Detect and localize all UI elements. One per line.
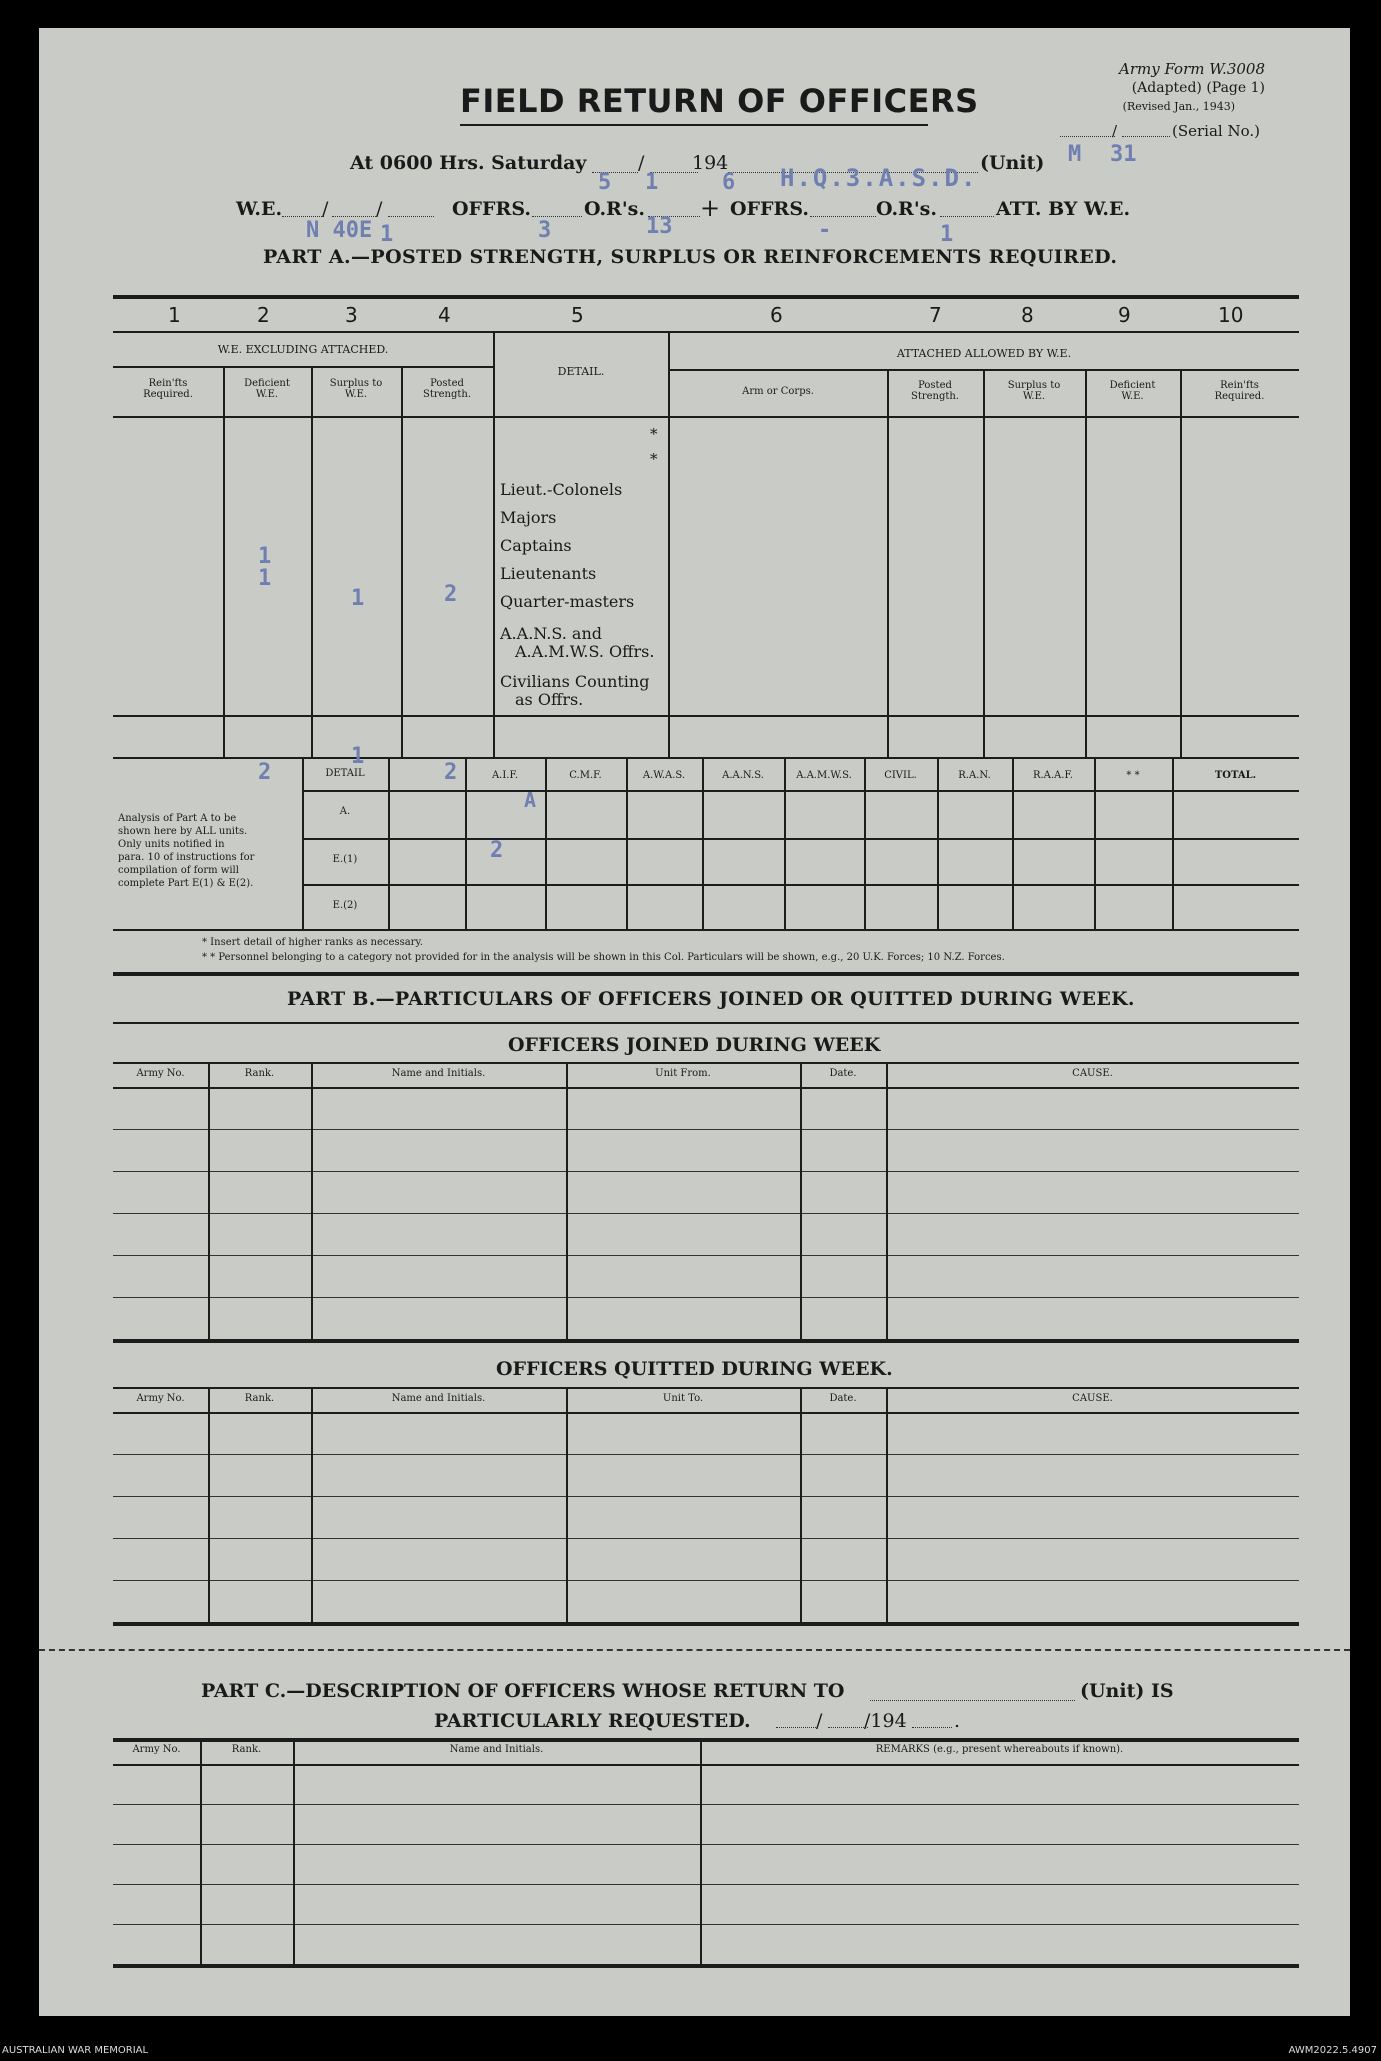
- joined-col-rule: [566, 1062, 568, 1339]
- typed-deficient-total: 2: [258, 760, 272, 785]
- an-head-aif: A.I.F.: [491, 770, 519, 781]
- att-label: ATT. BY W.E.: [996, 198, 1131, 220]
- ors-1-label: O.R's.: [584, 198, 645, 220]
- part-b-title-rule: [113, 1022, 1299, 1024]
- serial-dots-2: [1122, 136, 1170, 137]
- an-head-total: TOTAL.: [1214, 770, 1257, 781]
- joined-col-rule: [208, 1062, 210, 1339]
- col-num-10: 10: [1218, 303, 1244, 327]
- partc-row-rule: [113, 1804, 1299, 1805]
- an-v-11: [1172, 759, 1174, 930]
- an-head-aans: A.A.N.S.: [722, 770, 764, 781]
- detail-header: DETAIL.: [557, 365, 605, 378]
- we-dots-1: [282, 216, 324, 217]
- tear-line: [39, 1649, 1350, 1651]
- rank-aans-2: A.A.M.W.S. Offrs.: [515, 642, 655, 661]
- typed-we-code: N 40E: [306, 218, 373, 243]
- star-2: *: [650, 450, 658, 468]
- ors-2-dots: [940, 216, 994, 217]
- col-num-7: 7: [929, 303, 942, 327]
- offrs-1-label: OFFRS.: [452, 198, 531, 220]
- typed-unit: H.Q.3.A.S.D.: [780, 164, 978, 192]
- col-num-3: 3: [345, 303, 358, 327]
- an-head-aamws: A.A.M.W.S.: [796, 770, 852, 781]
- partc-header-2: Rank.: [231, 1744, 262, 1755]
- col-num-9: 9: [1118, 303, 1131, 327]
- typed-deficient-2: 1: [258, 566, 272, 591]
- an-head-civil: CIVIL.: [884, 770, 917, 781]
- ors-2-label: O.R's.: [876, 198, 937, 220]
- subhead-c8: Surplus to W.E.: [1007, 380, 1061, 402]
- typed-serial-b: 31: [1110, 142, 1137, 167]
- form-adapted: [1085, 80, 1265, 96]
- quitted-row-rule: [113, 1538, 1299, 1539]
- rank-civ-1: Civilians Counting: [500, 672, 650, 691]
- an-v-1: [388, 759, 390, 930]
- subhead-c1: Rein'fts Required.: [143, 378, 193, 400]
- partc-header-rule: [113, 1764, 1299, 1766]
- rank-lt-col: Lieut.-Colonels: [500, 480, 623, 499]
- an-row-a: A.: [339, 806, 351, 817]
- subhead-bottom-rule: [113, 416, 1299, 418]
- quitted-header-4: Unit To.: [662, 1393, 704, 1404]
- adapted-label: (Adapted): [1131, 80, 1202, 96]
- an-head-other: * *: [1126, 770, 1140, 781]
- typed-date-month: 1: [645, 170, 659, 195]
- col-num-8: 8: [1021, 303, 1034, 327]
- joined-header-4: Unit From.: [655, 1068, 711, 1079]
- quitted-col-rule: [208, 1387, 210, 1622]
- we-label: W.E.: [236, 198, 283, 220]
- serial-dots-1: [1060, 136, 1115, 137]
- rank-captains: Captains: [500, 536, 572, 555]
- pa-v-9: [1180, 369, 1182, 758]
- subhead-c4: Posted Strength.: [422, 378, 472, 400]
- col-num-2: 2: [257, 303, 270, 327]
- form-id-text: Army Form W.3008: [1119, 60, 1265, 78]
- partc-top-rule: [113, 1738, 1299, 1742]
- page-label: (Page 1): [1206, 80, 1265, 96]
- offrs-1-dots: [532, 216, 582, 217]
- joined-title: OFFICERS JOINED DURING WEEK: [508, 1034, 881, 1056]
- pa-totals-top-rule: [113, 715, 1299, 717]
- typed-surplus-total: 1: [351, 744, 365, 769]
- joined-title-rule: [113, 1062, 1299, 1064]
- part-a-top-rule: [113, 295, 1299, 299]
- joined-row-rule: [113, 1255, 1299, 1256]
- joined-row-rule: [113, 1129, 1299, 1130]
- pa-v-5: [668, 331, 670, 758]
- partc-row-rule: [113, 1964, 1299, 1968]
- an-v-8: [937, 759, 939, 930]
- an-row-rule-1: [302, 838, 1299, 840]
- quitted-header-2: Rank.: [244, 1393, 275, 1404]
- unit-label: (Unit): [980, 152, 1045, 174]
- typed-offrs-att: -: [818, 218, 832, 243]
- quitted-title: OFFICERS QUITTED DURING WEEK.: [496, 1358, 893, 1380]
- col-num-1: 1: [168, 303, 181, 327]
- an-v-9: [1012, 759, 1014, 930]
- part-c-year: /194: [864, 1710, 907, 1732]
- joined-row-rule: [113, 1213, 1299, 1214]
- serial-label: (Serial No.): [1172, 122, 1260, 140]
- rank-qm: Quarter-masters: [500, 592, 635, 611]
- an-v-6: [784, 759, 786, 930]
- offrs-2-label: OFFRS.: [730, 198, 809, 220]
- offrs-2-dots: [810, 216, 876, 217]
- part-a-title: PART A.—POSTED STRENGTH, SURPLUS OR REINFORCEMENTS REQUIRED.: [263, 246, 1118, 268]
- form-id: [1085, 60, 1265, 78]
- partc-header-3: Name and Initials.: [449, 1744, 544, 1755]
- pa-v-2: [311, 366, 313, 758]
- partc-row-rule: [113, 1844, 1299, 1845]
- quitted-header-6: CAUSE.: [1072, 1393, 1113, 1404]
- joined-col-rule: [311, 1062, 313, 1339]
- part-c-unit-dots: [870, 1700, 1075, 1701]
- quitted-header-rule: [113, 1412, 1299, 1414]
- part-c-date-dots-1: [776, 1727, 816, 1728]
- typed-aif-a: A: [524, 788, 537, 812]
- rank-civ-2: as Offrs.: [515, 690, 584, 709]
- partc-col-rule: [293, 1738, 295, 1964]
- partc-row-rule: [113, 1884, 1299, 1885]
- joined-col-rule: [886, 1062, 888, 1339]
- partc-header-4: REMARKS (e.g., present whereabouts if known).: [875, 1744, 1124, 1755]
- quitted-title-rule: [113, 1387, 1299, 1389]
- joined-header-3: Name and Initials.: [391, 1068, 486, 1079]
- part-c-date-dots-2: [828, 1727, 868, 1728]
- analysis-note: Analysis of Part A to be shown here by ALL units. Only units notified in para. 10 of instructions for compilation of form will complete Part E(1) & E(2).: [118, 813, 255, 889]
- subhead-c6: Arm or Corps.: [742, 386, 814, 397]
- quitted-row-rule: [113, 1622, 1299, 1626]
- typed-posted-total: 2: [444, 760, 458, 785]
- subhead-c3: Surplus to W.E.: [329, 378, 383, 400]
- quitted-header-5: Date.: [829, 1393, 857, 1404]
- an-header-rule: [302, 790, 1299, 792]
- we-dots-2: [332, 216, 376, 217]
- at-slash: /: [638, 152, 645, 174]
- we-excl-header: W.E. EXCLUDING ATTACHED.: [217, 343, 389, 356]
- pa-totals-bottom-rule: [113, 757, 1299, 759]
- subhead-c9: Deficient W.E.: [1109, 380, 1156, 402]
- quitted-row-rule: [113, 1580, 1299, 1581]
- typed-posted: 2: [444, 582, 458, 607]
- quitted-row-rule: [113, 1496, 1299, 1497]
- rank-lieutenants: Lieutenants: [500, 564, 597, 583]
- an-v-5: [702, 759, 704, 930]
- typed-ors-we: 13: [646, 214, 673, 239]
- part-b-top-rule: [113, 972, 1299, 976]
- typed-surplus: 1: [351, 586, 365, 611]
- attached-header: ATTACHED ALLOWED BY W.E.: [896, 347, 1072, 360]
- part-c-slash: /: [816, 1710, 823, 1732]
- partc-row-rule: [113, 1924, 1299, 1925]
- sub-rule-left: [113, 366, 493, 368]
- joined-row-rule: [113, 1171, 1299, 1172]
- we-slash-2: /: [376, 198, 383, 220]
- quitted-row-rule: [113, 1454, 1299, 1455]
- an-row-e2: E.(2): [332, 900, 358, 911]
- an-v-10: [1094, 759, 1096, 930]
- rank-aans-1: A.A.N.S. and: [500, 624, 602, 643]
- an-v-3: [545, 759, 547, 930]
- typed-date-day: 5: [598, 170, 612, 195]
- serial-slash: /: [1112, 122, 1118, 140]
- pa-v-7: [983, 369, 985, 758]
- joined-header-5: Date.: [829, 1068, 857, 1079]
- typed-deficient-1: 1: [258, 544, 272, 569]
- plus-sign: +: [700, 194, 721, 222]
- footer-left: AUSTRALIAN WAR MEMORIAL: [2, 2045, 149, 2056]
- subhead-c10: Rein'fts Required.: [1214, 380, 1265, 402]
- col-num-6: 6: [770, 303, 783, 327]
- an-head-raaf: R.A.A.F.: [1032, 770, 1074, 781]
- joined-col-rule: [800, 1062, 802, 1339]
- an-v-4: [626, 759, 628, 930]
- pa-v-4: [493, 331, 495, 758]
- col-num-rule: [113, 331, 1299, 333]
- part-b-title: PART B.—PARTICULARS OF OFFICERS JOINED OR QUITTED DURING WEEK.: [287, 988, 1135, 1010]
- title-underline: [460, 124, 928, 126]
- we-slash-1: /: [322, 198, 329, 220]
- joined-header-rule: [113, 1087, 1299, 1089]
- partc-header-1: Army No.: [132, 1744, 181, 1755]
- col-num-5: 5: [571, 303, 584, 327]
- joined-header-6: CAUSE.: [1072, 1068, 1113, 1079]
- part-c-line2: PARTICULARLY REQUESTED.: [434, 1710, 751, 1732]
- form-title: FIELD RETURN OF OFFICERS: [460, 82, 979, 120]
- part-c-title: PART C.—DESCRIPTION OF OFFICERS WHOSE RETURN TO: [201, 1680, 845, 1702]
- subhead-c7: Posted Strength.: [910, 380, 960, 402]
- we-dots-3: [388, 216, 434, 217]
- joined-header-2: Rank.: [244, 1068, 275, 1079]
- col-num-4: 4: [438, 303, 451, 327]
- quitted-header-1: Army No.: [136, 1393, 185, 1404]
- an-head-ran: R.A.N.: [958, 770, 991, 781]
- an-bottom-rule: [113, 929, 1299, 931]
- pa-v-6: [887, 369, 889, 758]
- an-v-2: [465, 759, 467, 930]
- footer-right: AWM2022.5.4907: [1288, 2045, 1377, 2056]
- an-row-rule-2: [302, 884, 1299, 886]
- partc-col-rule: [700, 1738, 702, 1964]
- an-detail-header: DETAIL: [325, 768, 365, 779]
- form-revised: (Revised Jan., 1943): [1122, 100, 1235, 113]
- joined-header-1: Army No.: [136, 1068, 185, 1079]
- typed-we-suffix: 1: [380, 222, 394, 247]
- quitted-col-rule: [311, 1387, 313, 1622]
- part-c-unit: (Unit) IS: [1080, 1680, 1174, 1702]
- joined-row-rule: [113, 1339, 1299, 1343]
- at-line-prefix: At 0600 Hrs. Saturday: [350, 152, 587, 174]
- footnote-2: * * Personnel belonging to a category not provided for in the analysis will be shown in this Col. Particulars will be shown, e.g., 20 U.K. Forces; 10 N.Z. Forces.: [202, 952, 1005, 963]
- at-year: 194: [692, 152, 729, 174]
- an-v-7: [864, 759, 866, 930]
- an-head-cmf: C.M.F.: [569, 770, 602, 781]
- pa-v-3: [401, 366, 403, 758]
- pa-v-1: [223, 366, 225, 758]
- an-head-awas: A.W.A.S.: [642, 770, 686, 781]
- footnote-1: * Insert detail of higher ranks as necessary.: [202, 937, 423, 948]
- typed-date-year: 6: [722, 170, 736, 195]
- typed-aif-e1: 2: [490, 838, 504, 863]
- star-1: *: [650, 425, 658, 443]
- an-row-e1: E.(1): [332, 854, 358, 865]
- quitted-col-rule: [886, 1387, 888, 1622]
- joined-row-rule: [113, 1297, 1299, 1298]
- typed-serial-a: M: [1068, 142, 1082, 167]
- part-c-period: .: [954, 1710, 961, 1732]
- partc-col-rule: [200, 1738, 202, 1964]
- quitted-header-3: Name and Initials.: [391, 1393, 486, 1404]
- typed-offrs-we: 3: [538, 218, 552, 243]
- subhead-c2: Deficient W.E.: [244, 378, 290, 400]
- pa-v-8: [1085, 369, 1087, 758]
- quitted-col-rule: [566, 1387, 568, 1622]
- rank-majors: Majors: [500, 508, 557, 527]
- typed-ors-att: 1: [940, 222, 954, 247]
- quitted-col-rule: [800, 1387, 802, 1622]
- part-c-date-dots-3: [912, 1727, 952, 1728]
